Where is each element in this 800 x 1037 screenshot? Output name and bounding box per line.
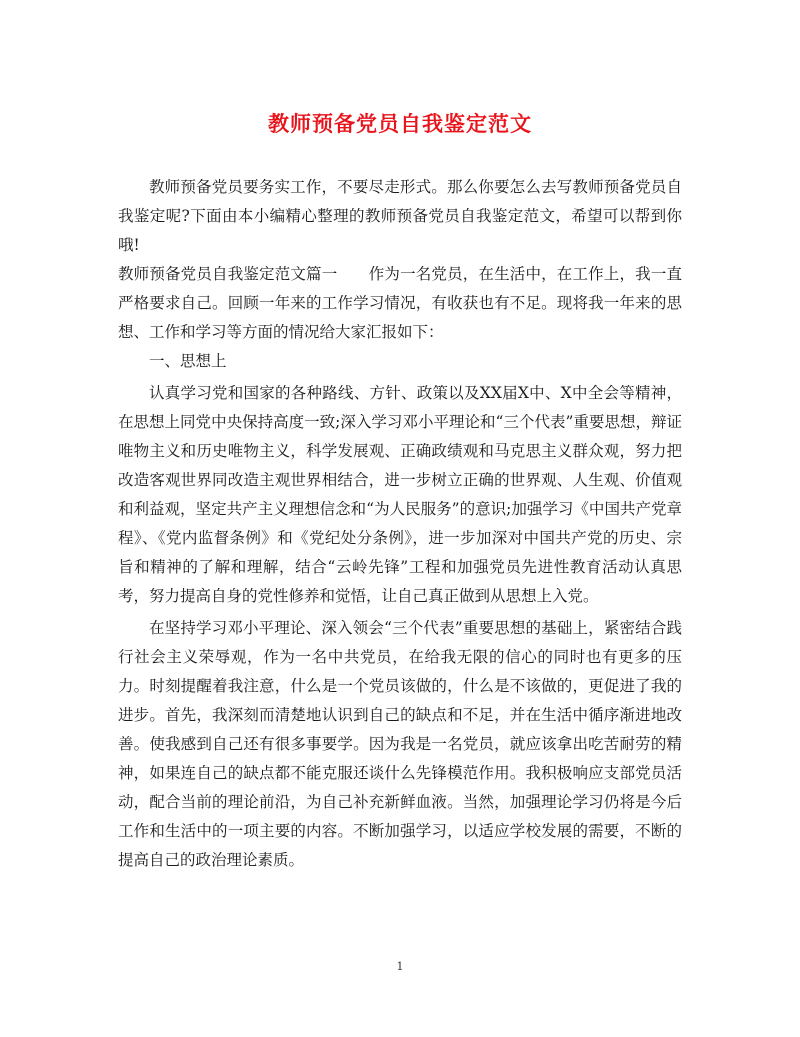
section-heading-thought: 一、思想上 xyxy=(149,352,227,370)
document-title: 教师预备党员自我鉴定范文 xyxy=(268,111,532,136)
article-heading-paragraph: 教师预备党员自我鉴定范文篇一 作为一名党员，在生活中，在工作上，我一直严格要求自己。回顾一年来的工作学习情况，有收获也有不足。现将我一年来的思想、工作和学习等方面的情况给大家汇报如下： xyxy=(118,265,682,341)
body-paragraph-1: 认真学习党和国家的各种路线、方针、政策以及XX届X中、X中全会等精神，在思想上同党中央保持高度一致;深入学习邓小平理论和“三个代表”重要思想，辩证唯物主义和历史唯物主义，科学发展观、正确政绩观和马克思主义群众观，努力把改造客观世界同改造主观世界相结合，进一步树立正确的世界观、人生观、价值观和利益观，坚定共产主义理想信念和“为人民服务”的意识;加强学习《中国共产党章程》、《党内监督条例》和《党纪处分条例》，进一步加深对中国共产党的历史、宗旨和精神的了解和理解，结合“云岭先锋”工程和加强党员先进性教育活动认真思考，努力提高自身的党性修养和觉悟，让自己真正做到从思想上入党。 xyxy=(118,384,682,605)
body-paragraph-2: 在坚持学习邓小平理论、深入领会“三个代表”重要思想的基础上，紧密结合践行社会主义荣辱观，作为一名中共党员，在给我无限的信心的同时也有更多的压力。时刻提醒着我注意，什么是一个党员该做的，什么是不该做的，更促进了我的进步。首先，我深刻而清楚地认识到自己的缺点和不足，并在生活中循序渐进地改善。使我感到自己还有很多事要学。因为我是一名党员，就应该拿出吃苦耐劳的精神，如果连自己的缺点都不能克服还谈什么先锋模范作用。我积极响应支部党员活动，配合当前的理论前沿，为自己补充新鲜血液。当然，加强理论学习仍将是今后工作和生活中的一项主要的内容。不断加强学习，以适应学校发展的需要，不断的提高自己的政治理论素质。 xyxy=(118,619,682,869)
document-body xyxy=(118,173,682,875)
page-number: 1 xyxy=(396,960,404,973)
intro-paragraph: 教师预备党员要务实工作，不要尽走形式。那么你要怎么去写教师预备党员自我鉴定呢?下面由本小编精心整理的教师预备党员自我鉴定范文，希望可以帮到你哦! xyxy=(118,178,682,254)
